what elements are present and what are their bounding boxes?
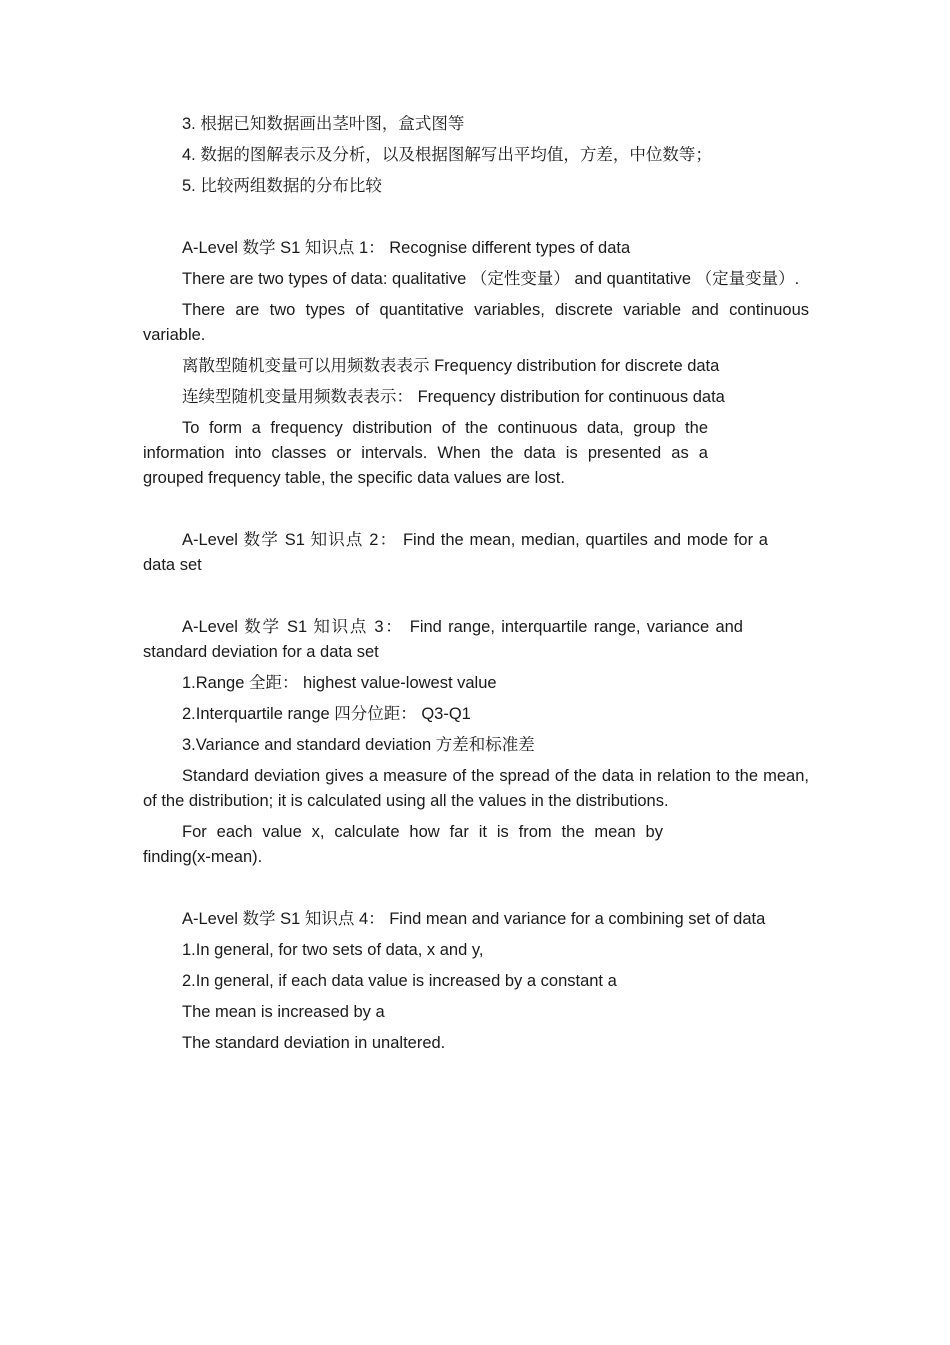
- section-3-heading: A-Level 数学 S1 知识点 3： Find range, interquartile range, variance and standard deviation for a data set: [143, 618, 743, 661]
- section-1-para-continuous: 连续型随机变量用频数表表示： Frequency distribution for continuous data: [182, 388, 725, 406]
- section-2-heading: A-Level 数学 S1 知识点 2： Find the mean, median, quartiles and mode for a data set: [143, 531, 768, 574]
- intro-item-4: 4. 数据的图解表示及分析，以及根据图解写出平均值，方差，中位数等；: [182, 146, 712, 164]
- section-1-heading: A-Level 数学 S1 知识点 1： Recognise different types of data: [182, 239, 631, 257]
- section-4-item-mean: The mean is increased by a: [182, 1003, 385, 1021]
- section-3-item-range: 1.Range 全距： highest value-lowest value: [182, 674, 497, 692]
- intro-item-5: 5. 比较两组数据的分布比较: [182, 177, 382, 195]
- section-4-item-constant: 2.In general, if each data value is increased by a constant a: [182, 972, 617, 990]
- section-4-item-two-sets: 1.In general, for two sets of data, x and y,: [182, 941, 484, 959]
- section-1-para-types: There are two types of data: qualitative （定性变量） and quantitative （定量变量）.: [182, 270, 800, 288]
- section-3-para-each-value: For each value x, calculate how far it is from the mean by finding(x-mean).: [143, 823, 663, 866]
- section-1-para-quantitative: There are two types of quantitative variables, discrete variable and continuous variable.: [143, 301, 809, 344]
- section-3-para-stddev: Standard deviation gives a measure of the spread of the data in relation to the mean, of the distribution; it is calculated using all the values in the distributions.: [143, 767, 809, 810]
- section-4-heading: A-Level 数学 S1 知识点 4： Find mean and variance for a combining set of data: [182, 910, 766, 928]
- section-1-para-frequency: To form a frequency distribution of the continuous data, group the information into classes or intervals. When the data is presented as a grouped frequency table, the specific data values are lost.: [143, 419, 708, 487]
- section-4-item-stddev: The standard deviation in unaltered.: [182, 1034, 446, 1052]
- section-3-item-iqr: 2.Interquartile range 四分位距： Q3-Q1: [182, 705, 471, 723]
- intro-item-3: 3. 根据已知数据画出茎叶图，盒式图等: [182, 115, 465, 133]
- section-1-para-discrete: 离散型随机变量可以用频数表表示 Frequency distribution for discrete data: [182, 357, 720, 375]
- section-3-item-variance: 3.Variance and standard deviation 方差和标准差: [182, 736, 535, 754]
- document-page: [143, 112, 809, 1062]
